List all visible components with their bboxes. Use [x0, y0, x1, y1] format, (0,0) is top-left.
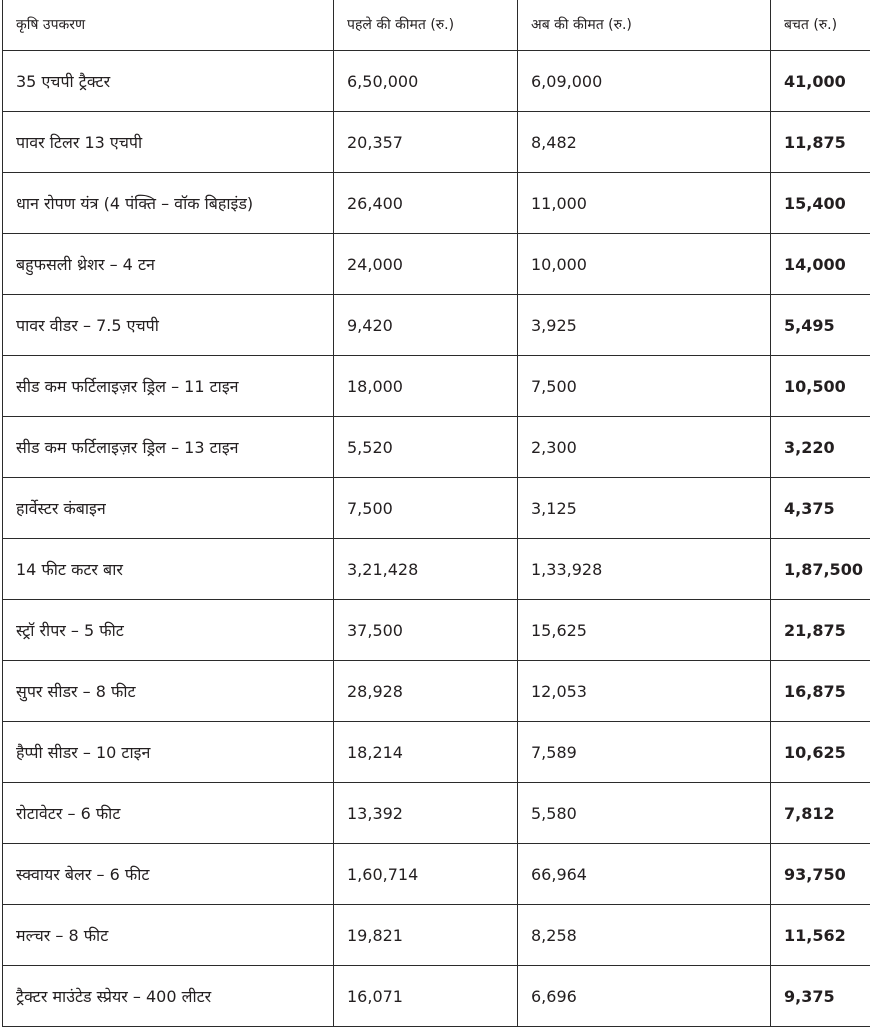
cell-old-price: 6,50,000	[334, 51, 518, 112]
cell-equipment: रोटावेटर – 6 फीट	[3, 783, 334, 844]
cell-savings: 3,220	[771, 417, 870, 478]
cell-old-price: 28,928	[334, 661, 518, 722]
cell-savings: 93,750	[771, 844, 870, 905]
cell-old-price: 5,520	[334, 417, 518, 478]
cell-old-price: 13,392	[334, 783, 518, 844]
table-row	[3, 722, 870, 783]
cell-savings: 21,875	[771, 600, 870, 661]
table-row	[3, 234, 870, 295]
cell-savings: 1,87,500	[771, 539, 870, 600]
cell-savings: 9,375	[771, 966, 870, 1027]
cell-savings: 11,562	[771, 905, 870, 966]
cell-equipment: सुपर सीडर – 8 फीट	[3, 661, 334, 722]
cell-equipment: धान रोपण यंत्र (4 पंक्ति – वॉक बिहाइंड)	[3, 173, 334, 234]
cell-equipment: सीड कम फर्टिलाइज़र ड्रिल – 11 टाइन	[3, 356, 334, 417]
table-row	[3, 417, 870, 478]
cell-savings: 5,495	[771, 295, 870, 356]
table-row	[3, 295, 870, 356]
cell-equipment: 35 एचपी ट्रैक्टर	[3, 51, 334, 112]
cell-equipment: ट्रैक्टर माउंटेड स्प्रेयर – 400 लीटर	[3, 966, 334, 1027]
cell-old-price: 37,500	[334, 600, 518, 661]
table-row	[3, 173, 870, 234]
cell-new-price: 15,625	[518, 600, 771, 661]
cell-new-price: 2,300	[518, 417, 771, 478]
cell-equipment: सीड कम फर्टिलाइज़र ड्रिल – 13 टाइन	[3, 417, 334, 478]
cell-equipment: 14 फीट कटर बार	[3, 539, 334, 600]
cell-savings: 7,812	[771, 783, 870, 844]
table-row	[3, 112, 870, 173]
cell-new-price: 66,964	[518, 844, 771, 905]
cell-old-price: 3,21,428	[334, 539, 518, 600]
cell-savings: 11,875	[771, 112, 870, 173]
cell-savings: 16,875	[771, 661, 870, 722]
cell-equipment: स्ट्रॉ रीपर – 5 फीट	[3, 600, 334, 661]
cell-new-price: 8,482	[518, 112, 771, 173]
table-row	[3, 356, 870, 417]
cell-savings: 14,000	[771, 234, 870, 295]
table-row	[3, 661, 870, 722]
cell-new-price: 11,000	[518, 173, 771, 234]
price-comparison-table	[2, 0, 870, 1027]
cell-old-price: 20,357	[334, 112, 518, 173]
header-savings: बचत (रु.)	[771, 0, 870, 51]
cell-old-price: 9,420	[334, 295, 518, 356]
cell-equipment: स्क्वायर बेलर – 6 फीट	[3, 844, 334, 905]
cell-new-price: 10,000	[518, 234, 771, 295]
cell-savings: 10,500	[771, 356, 870, 417]
cell-old-price: 19,821	[334, 905, 518, 966]
header-old-price: पहले की कीमत (रु.)	[334, 0, 518, 51]
cell-equipment: हार्वेस्टर कंबाइन	[3, 478, 334, 539]
table-header-row	[3, 0, 870, 51]
cell-equipment: बहुफसली थ्रेशर – 4 टन	[3, 234, 334, 295]
cell-savings: 15,400	[771, 173, 870, 234]
table-row	[3, 966, 870, 1027]
cell-savings: 4,375	[771, 478, 870, 539]
cell-equipment: पावर वीडर – 7.5 एचपी	[3, 295, 334, 356]
cell-new-price: 6,696	[518, 966, 771, 1027]
cell-old-price: 7,500	[334, 478, 518, 539]
table-row	[3, 600, 870, 661]
cell-new-price: 6,09,000	[518, 51, 771, 112]
cell-old-price: 18,214	[334, 722, 518, 783]
cell-equipment: हैप्पी सीडर – 10 टाइन	[3, 722, 334, 783]
cell-new-price: 12,053	[518, 661, 771, 722]
table-row	[3, 844, 870, 905]
cell-new-price: 3,925	[518, 295, 771, 356]
cell-savings: 41,000	[771, 51, 870, 112]
cell-equipment: पावर टिलर 13 एचपी	[3, 112, 334, 173]
cell-equipment: मल्चर – 8 फीट	[3, 905, 334, 966]
table-row	[3, 51, 870, 112]
cell-old-price: 1,60,714	[334, 844, 518, 905]
cell-old-price: 24,000	[334, 234, 518, 295]
table-row	[3, 478, 870, 539]
header-new-price: अब की कीमत (रु.)	[518, 0, 771, 51]
table-row	[3, 783, 870, 844]
table-row	[3, 905, 870, 966]
cell-savings: 10,625	[771, 722, 870, 783]
cell-new-price: 3,125	[518, 478, 771, 539]
table-row	[3, 539, 870, 600]
cell-new-price: 8,258	[518, 905, 771, 966]
cell-old-price: 18,000	[334, 356, 518, 417]
header-equipment: कृषि उपकरण	[3, 0, 334, 51]
cell-new-price: 5,580	[518, 783, 771, 844]
cell-old-price: 16,071	[334, 966, 518, 1027]
cell-new-price: 7,500	[518, 356, 771, 417]
cell-new-price: 1,33,928	[518, 539, 771, 600]
cell-new-price: 7,589	[518, 722, 771, 783]
cell-old-price: 26,400	[334, 173, 518, 234]
